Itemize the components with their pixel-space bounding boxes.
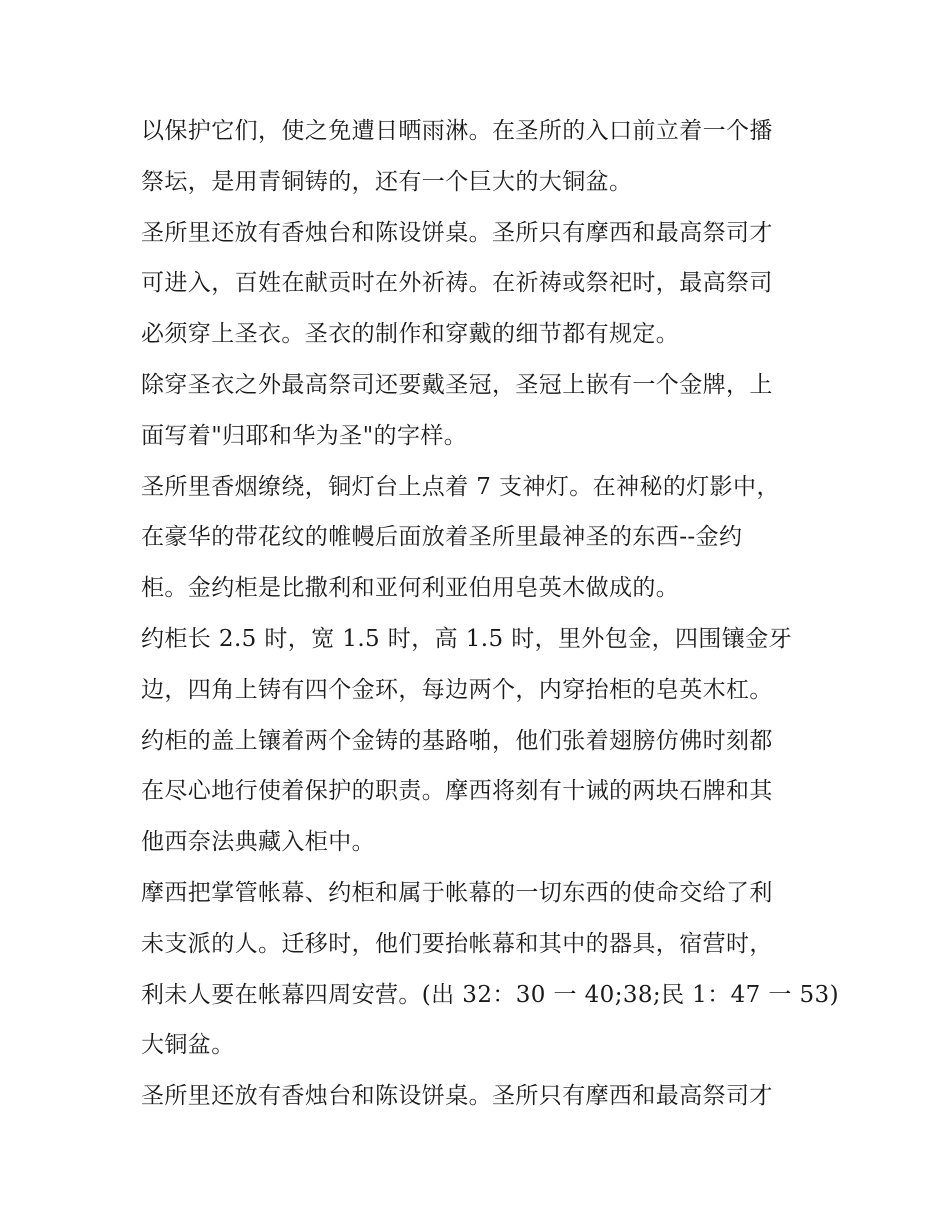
text-line: 未支派的人。迁移时，他们要抬帐幕和其中的器具，宿营时， bbox=[141, 930, 773, 957]
text-line: 柜。金约柜是比撒利和亚何利亚伯用皂英木做成的。 bbox=[141, 575, 680, 602]
text-line: 约柜的盖上镶着两个金铸的基路啪，他们张着翅膀仿佛时刻都 bbox=[141, 727, 773, 754]
text-line: 边，四角上铸有四个金环，每边两个，内穿抬柜的皂英木杠。 bbox=[141, 676, 773, 703]
text-line: 可进入，百姓在献贡时在外祈祷。在祈祷或祭祀时，最高祭司 bbox=[141, 270, 773, 297]
text-line: 祭坛，是用青铜铸的，还有一个巨大的大铜盆。 bbox=[141, 168, 633, 195]
text-line: 约柜长 2.5 时，宽 1.5 时，高 1.5 时，里外包金，四围镶金牙 bbox=[141, 625, 792, 652]
text-line: 在豪华的带花纹的帷幔后面放着圣所里最神圣的东西--金约 bbox=[141, 524, 743, 551]
text-line: 面写着"归耶和华为圣"的字样。 bbox=[141, 422, 468, 449]
text-line: 在尽心地行使着保护的职责。摩西将刻有十诫的两块石牌和其 bbox=[141, 778, 773, 805]
text-line: 他西奈法典藏入柜中。 bbox=[141, 829, 375, 856]
text-line: 圣所里还放有香烛台和陈设饼桌。圣所只有摩西和最高祭司才 bbox=[141, 1083, 773, 1110]
text-line: 必须穿上圣衣。圣衣的制作和穿戴的细节都有规定。 bbox=[141, 321, 680, 348]
text-line: 大铜盆。 bbox=[141, 1032, 235, 1059]
body-text bbox=[141, 106, 839, 1122]
text-line: 摩西把掌管帐幕、约柜和属于帐幕的一切东西的使命交给了利 bbox=[141, 879, 773, 906]
text-line: 除穿圣衣之外最高祭司还要戴圣冠，圣冠上嵌有一个金牌，上 bbox=[141, 371, 773, 398]
text-line: 以保护它们，使之免遭日晒雨淋。在圣所的入口前立着一个播 bbox=[141, 118, 773, 144]
text-line: 利未人要在帐幕四周安营。(出 32：30 一 40;38;民 1：47 一 53) bbox=[141, 981, 839, 1008]
text-line: 圣所里香烟缭绕，铜灯台上点着 7 支神灯。在神秘的灯影中， bbox=[141, 473, 780, 500]
text-line: 圣所里还放有香烛台和陈设饼桌。圣所只有摩西和最高祭司才 bbox=[141, 219, 773, 246]
